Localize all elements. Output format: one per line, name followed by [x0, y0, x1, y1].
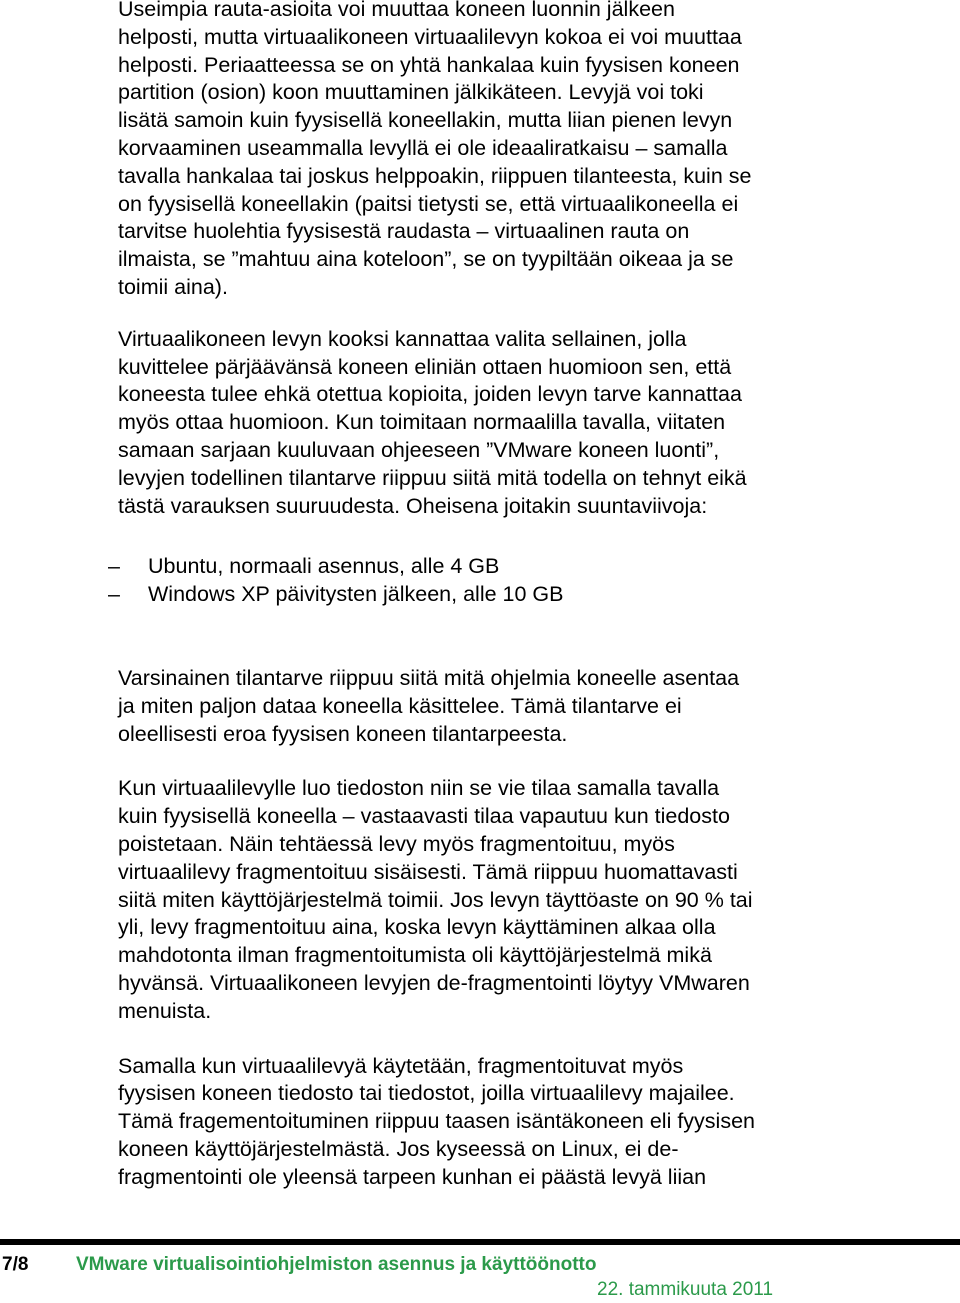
list-item-text: Ubuntu, normaali asennus, alle 4 GB: [148, 554, 500, 579]
paragraph-host-fragmentation: Samalla kun virtuaalilevyä käytetään, fragmentoituvat myös fyysisen koneen tiedosto tai tiedostot, joilla virtuaalilevy majailee. Tämä fragementoituminen riippuu taasen isäntäkoneen eli fyysisen koneen käyttöjärjestelmästä. Jos kyseessä on Linux, ei de- fragmentointi ole yleensä tarpeen kunhan ei päästä levyä liian: [118, 1053, 756, 1189]
list-item-text: Windows XP päivitysten jälkeen, alle 10 GB: [148, 582, 564, 607]
paragraph-disk-resize: Useimpia rauta-asioita voi muuttaa koneen luonnin jälkeen helposti, mutta virtuaalikoneen virtuaalilevyn kokoa ei voi muuttaa helposti. Periaatteessa se on yhtä hankalaa kuin fyysisen koneen partition (osion) koon muuttaminen jälkikäteen. Levyjä voi toki lisätä samoin kuin fyysisellä koneellakin, mutta liian pienen levyn korvaaminen useammalla levyllä ei ole ideaaliratkaisu – samalla tavalla hankalaa tai joskus helppoakin, riippuen tilanteesta, kuin se on fyysisellä koneellakin (paitsi tietysti se, että virtuaalikoneella ei tarvitse huolehtia fyysisestä raudasta – virtuaalinen rauta on ilmaista, se ”mahtuu aina koteloon”, se on tyypiltään oikeaa ja se toimii aina).: [118, 0, 752, 299]
footer-divider: [0, 1239, 960, 1245]
footer-date: 22. tammikuuta 2011: [597, 1279, 774, 1300]
paragraph-space-need: Varsinainen tilantarve riippuu siitä mitä ohjelmia koneelle asentaa ja miten paljon dataa koneella käsittelee. Tämä tilantarve ei oleellisesti eroa fyysisen koneen tilantarpeesta.: [118, 665, 740, 746]
spacer: [118, 1026, 848, 1053]
paragraph-fragmentation: Kun virtuaalilevylle luo tiedoston niin se vie tilaa samalla tavalla kuin fyysisellä koneella – vastaavasti tilaa vapautuu kun tiedosto poistetaan. Näin tehtäessä levy myös fragmentoituu, myös virtuaalilevy fragmentoituu sisäisesti. Tämä riippuu huomattavasti siitä miten käyttöjärjestelmä toimii. Jos levyn täyttöaste on 90 % tai yli, levy fragmentoituu aina, koska levyn käyttäminen alkaa olla mahdotonta ilman fragmentoitumista oli käyttöjärjestelmä mikä hyvänsä. Virtuaalikoneen levyjen de-fragmentointi löytyy VMwaren menuista.: [118, 776, 753, 1023]
dash-bullet: –: [108, 582, 120, 607]
document-body: [108, 0, 848, 1191]
spacer: [118, 520, 848, 553]
dash-bullet: –: [108, 554, 120, 579]
paragraph-disk-size: Virtuaalikoneen levyn kooksi kannattaa valita sellainen, jolla kuvittelee pärjäävänsä koneen eliniän ottaen huomioon sen, että koneesta tulee ehkä otettua kopioita, joiden levyn tarve kannattaa myös ottaa huomioon. Kun toimitaan normaalilla tavalla, viitaten samaan sarjaan kuuluvaan ohjeeseen ”VMware koneen luonti”, levyjen todellinen tilantarve riippuu siitä mitä todella on tehnyt eikä tästä varauksen suuruudesta. Oheisena joitakin suuntaviivoja:: [118, 326, 747, 518]
page-number: 7/8: [2, 1254, 29, 1275]
spacer: [118, 302, 848, 326]
footer-title: VMware virtualisointiohjelmiston asennus ja käyttöönotto: [76, 1254, 597, 1275]
spacer: [118, 748, 848, 775]
list-item: [108, 581, 848, 609]
spacer: [118, 609, 848, 665]
list-item: [108, 553, 848, 581]
guideline-list: [108, 553, 848, 609]
